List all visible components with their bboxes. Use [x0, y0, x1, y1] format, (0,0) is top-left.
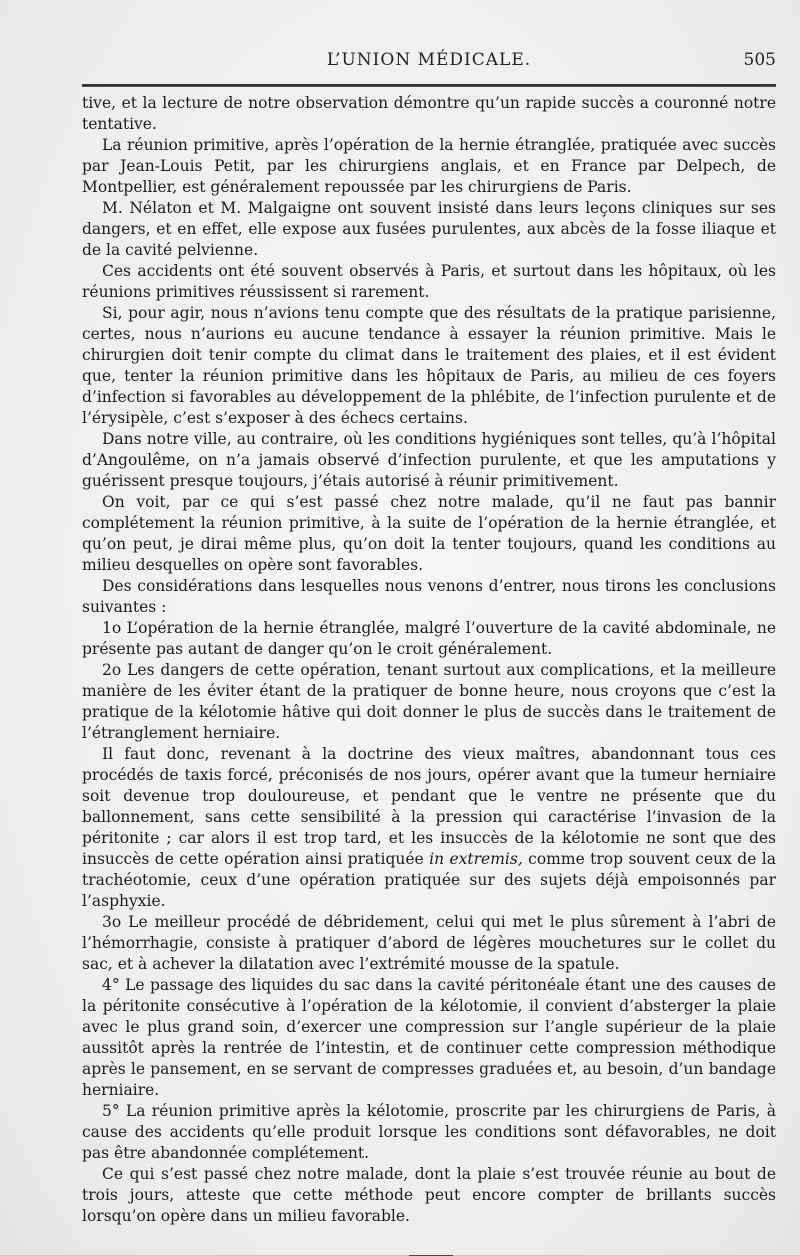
paragraph: Si, pour agir, nous n’avions tenu compte que des résultats de la pratique parisienne, certes, nous n’aurions eu aucune tendance à essayer la réunion primitive. Mais le chirurgien doit tenir compte du climat dans le traitement des plaies, et il est évident que, tenter la réunion primitive dans les hôpitaux de Paris, au milieu de ces foyers d’infection si favorables au développement de la phlébite, de l’infection purulente et de l’érysipèle, c’est s’exposer à des échecs certains. [82, 304, 776, 427]
conclusion-4: 4° Le passage des liquides du sac dans la cavité péritonéale étant une des causes de la péritonite consécutive à l’opération de la kélotomie, il convient d’absterger la plaie avec le plus grand soin, d’exercer une compression sur l’angle supérieur de la plaie aussitôt après la rentrée de l’intestin, et de continuer cette compression méthodique après le pansement, en se servant de compresses graduées et, au besoin, d’un bandage herniaire. [82, 976, 776, 1099]
paragraph: Ces accidents ont été souvent observés à Paris, et surtout dans les hôpitaux, où les réunions primitives réussissent si rarement. [82, 262, 776, 301]
conclusion-5: 5° La réunion primitive après la kélotomie, proscrite par les chirurgiens de Paris, à cause des accidents qu’elle produit lorsque les conditions sont défavorables, ne doit pas être abandonnée complétement. [82, 1102, 776, 1162]
page-header [82, 48, 776, 78]
conclusion-1: 1o L’opération de la hernie étranglée, malgré l’ouverture de la cavité abdominale, ne présente pas autant de danger qu’on le croit généralement. [82, 619, 776, 658]
text-run: Il faut donc, revenant à la doctrine des vieux maîtres, abandonnant tous ces procédés de taxis forcé, préconisés de nos jours, opérer avant que la tumeur herniaire soit devenue trop douloureuse, et pendant que le ventre ne présente que du ballonnement, sans cette sensibilité à la pression qui caractérise l’invasion de la péritonite ; car alors il est trop tard, et les insuccès de la kélotomie ne sont que des insuccès de cette opération ainsi pratiquée [82, 745, 776, 868]
body-text [82, 93, 776, 1227]
header-rule [82, 84, 776, 87]
paragraph: Ce qui s’est passé chez notre malade, dont la plaie s’est trouvée réunie au bout de trois jours, atteste que cette méthode peut encore compter de brillants succès lorsqu’on opère dans un milieu favorable. [82, 1165, 776, 1225]
running-title: L’UNION MÉDICALE. [326, 50, 532, 70]
paragraph: On voit, par ce qui s’est passé chez notre malade, qu’il ne faut pas bannir complétement la réunion primitive, à la suite de l’opération de la hernie étranglée, et qu’on peut, je dirai même plus, qu’on doit la tenter toujours, quand les conditions au milieu desquelles on opère sont favorables. [82, 493, 776, 574]
paragraph: tive, et la lecture de notre observation démontre qu’un rapide succès a couronné notre tentative. [82, 94, 776, 133]
page-number: 505 [743, 50, 776, 70]
paragraph: Des considérations dans lesquelles nous venons d’entrer, nous tirons les conclusions suivantes : [82, 577, 776, 616]
text-run: comme trop souvent ceux de la trachéotomie, ceux d’une opération pratiquée sur des sujets déjà empoisonnés par l’asphyxie. [82, 850, 776, 910]
paragraph: M. Nélaton et M. Malgaigne ont souvent insisté dans leurs leçons cliniques sur ses dangers, et en effet, elle expose aux fusées purulentes, aux abcès de la fosse iliaque et de la cavité pelvienne. [82, 199, 776, 259]
paragraph [82, 744, 776, 912]
conclusion-2: 2o Les dangers de cette opération, tenant surtout aux complications, et la meilleure manière de les éviter étant de la pratiquer de bonne heure, nous croyons que c’est la pratique de la kélotomie hâtive qui doit donner le plus de succès dans le traitement de l’étranglement herniaire. [82, 661, 776, 742]
paragraph: La réunion primitive, après l’opération de la hernie étranglée, pratiquée avec succès par Jean-Louis Petit, par les chirurgiens anglais, et en France par Delpech, de Montpellier, est généralement repoussée par les chirurgiens de Paris. [82, 136, 776, 196]
italic-phrase: in extremis, [429, 850, 523, 868]
conclusion-3: 3o Le meilleur procédé de débridement, celui qui met le plus sûrement à l’abri de l’hémorrhagie, consiste à pratiquer d’abord de légères mouchetures sur le collet du sac, et à achever la dilatation avec l’extrémité mousse de la spatule. [82, 913, 776, 973]
paragraph: Dans notre ville, au contraire, où les conditions hygiéniques sont telles, qu’à l’hôpital d’Angoulême, on n’a jamais observé d’infection purulente, et que les amputations y guérissent presque toujours, j’étais autorisé à réunir primitivement. [82, 430, 776, 490]
